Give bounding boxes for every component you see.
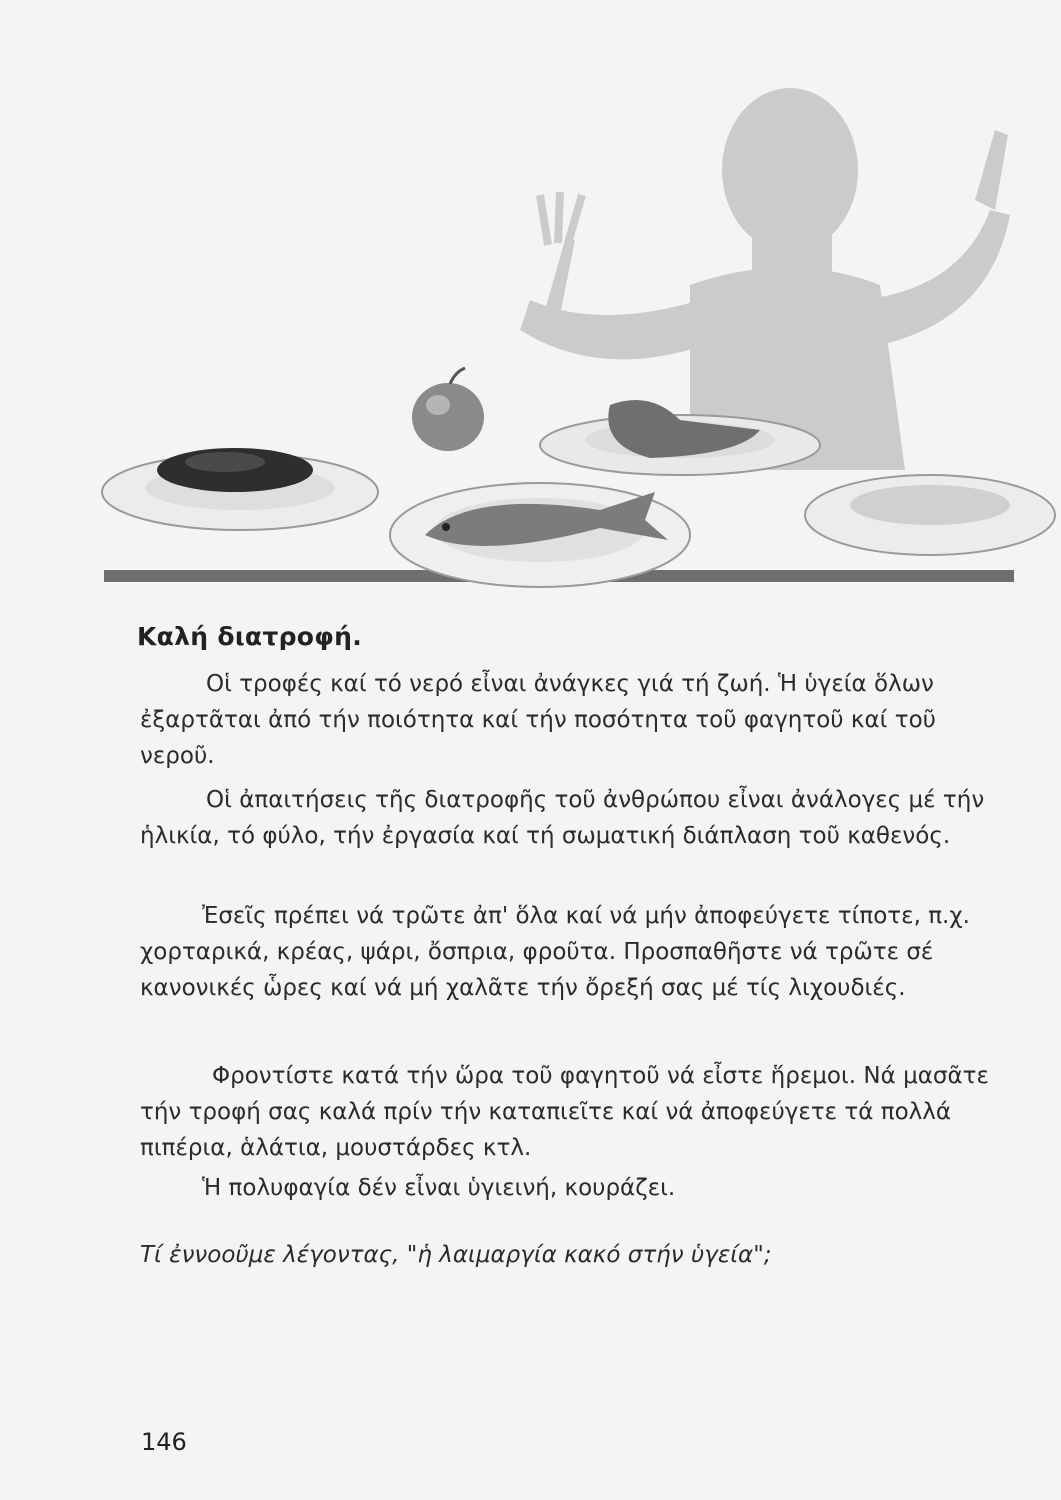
spaghetti-plate	[102, 448, 378, 530]
paragraph-5: Ἡ πολυφαγία δέν εἶναι ὑγιεινή, κουράζει.	[202, 1175, 676, 1201]
page-number: 146	[141, 1428, 187, 1456]
paragraph-3: Ἐσεῖς πρέπει νά τρῶτε ἀπ' ὅλα καί νά μήν ἀποφεύγετε τίποτε, π.χ. χορταρικά, κρέας, ψάρι, ὄσπρια, φροῦτα. Προσπαθῆστε νά τρῶτε σέ κανονικές ὧρες καί νά μή χαλᾶτε τήν ὄρεξή σας μέ τίς λιχουδιές.	[140, 903, 970, 1001]
soup-plate	[805, 475, 1055, 555]
discussion-question: Τί ἐννοοῦμε λέγοντας, "ἡ λαιμαργία κακό στήν ὑγεία";	[140, 1242, 772, 1268]
paragraph-4: Φροντίστε κατά τήν ὥρα τοῦ φαγητοῦ νά εἶστε ἥρεμοι. Νά μασᾶτε τήν τροφή σας καλά πρίν τήν καταπιεῖτε καί νά ἀποφεύγετε τά πολλά πιπέρια, ἁλάτια, μουστάρδες κτλ.	[140, 1063, 989, 1161]
paragraph-1: Οἱ τροφές καί τό νερό εἶναι ἀνάγκες γιά τή ζωή. Ἡ ὑγεία ὅλων ἐξαρτᾶται ἀπό τήν ποιότητα καί τήν ποσότητα τοῦ φαγητοῦ καί τοῦ νεροῦ.	[140, 671, 936, 769]
apple	[412, 368, 484, 451]
fish-plate	[390, 483, 690, 587]
section-title: Καλή διατροφή.	[137, 622, 363, 651]
paragraph-2: Οἱ ἀπαιτήσεις τῆς διατροφῆς τοῦ ἀνθρώπου εἶναι ἀνάλογες μέ τήν ἡλικία, τό φύλο, τήν ἐργασία καί τή σωματική διάπλαση τοῦ καθενός.	[140, 787, 985, 849]
meal-illustration	[0, 0, 1061, 610]
child-shadow-silhouette	[520, 88, 1010, 470]
